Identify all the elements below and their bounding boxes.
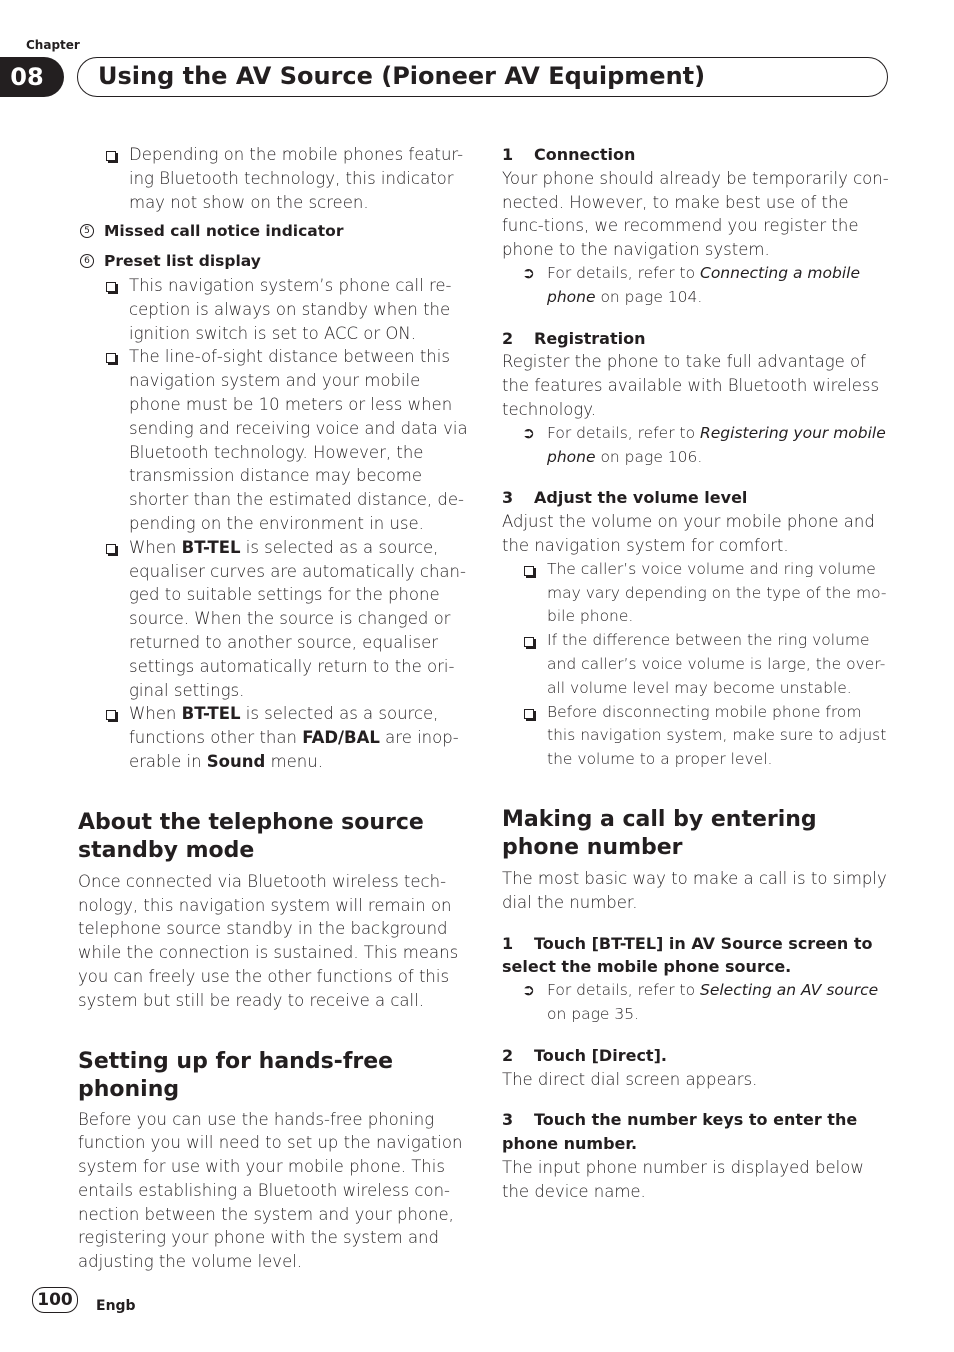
left-column bbox=[78, 143, 470, 1274]
checkbox-bullet-icon bbox=[106, 544, 116, 554]
note-item bbox=[502, 701, 894, 772]
step-heading: 3 Touch the number keys to enter the phone number. bbox=[502, 1110, 858, 1154]
step-text: Adjust the volume on your mobile phone and the navigation system for comfort. bbox=[502, 512, 875, 555]
section-heading-standby: About the telephone source standby mode bbox=[78, 809, 424, 863]
standby-paragraph: Once connected via Bluetooth wireless tech-nology, this navigation system will remain on telephone source standby in the background while the connection is sustained. This means you can freely use the other functions of this system but still be ready to receive a call. bbox=[78, 871, 459, 1010]
note-item bbox=[78, 536, 470, 703]
note-text: The line-of-sight distance between this navigation system and your mobile phone must be 10 meters or less when sending and receiving voice and data via Bluetooth technology. However, the transmission distance may become shorter than the estimated distance, de-pending on the environment in use. bbox=[129, 347, 468, 533]
step-heading: 1 Connection bbox=[502, 145, 636, 164]
checkbox-bullet-icon bbox=[106, 282, 116, 292]
note-item bbox=[78, 274, 470, 345]
section-heading-making-call: Making a call by entering phone number bbox=[502, 806, 817, 860]
step-text: The direct dial screen appears. bbox=[502, 1069, 758, 1089]
reference-link[interactable]: Connecting a mobile phone bbox=[547, 263, 860, 306]
step-text: Your phone should already be temporarily con-nected. However, to make best use of the func-tions, we recommend you register the phone to the navigation system. bbox=[502, 168, 889, 260]
legend-label: Missed call notice indicator bbox=[104, 222, 344, 241]
section-heading-handsfree: Setting up for hands-free phoning bbox=[78, 1048, 394, 1102]
step-heading: 3 Adjust the volume level bbox=[502, 488, 748, 508]
note-text: If the difference between the ring volume and caller’s voice volume is large, the over-all volume level may become unstable. bbox=[547, 631, 886, 697]
language-code: Engb bbox=[96, 1298, 136, 1314]
legend-item-6 bbox=[78, 250, 470, 274]
note-text: The caller’s voice volume and ring volume may vary depending on the type of the mo-bile phone. bbox=[547, 559, 887, 626]
note-text: When BT-TEL is selected as a source, functions other than FAD/BAL are inop-erable in Sound menu. bbox=[129, 704, 459, 771]
checkbox-bullet-icon bbox=[106, 151, 116, 161]
checkbox-bullet-icon bbox=[524, 709, 534, 719]
call-intro: The most basic way to make a call is to simply dial the number. bbox=[502, 868, 887, 912]
step-text: Register the phone to take full advantage of the features available with Bluetooth wireless technology. bbox=[502, 352, 880, 419]
step-heading: 2 Registration bbox=[502, 328, 646, 348]
note-item bbox=[78, 702, 470, 773]
legend-item-5 bbox=[78, 220, 470, 244]
checkbox-bullet-icon bbox=[524, 637, 534, 647]
legend-label: Preset list display bbox=[104, 252, 261, 271]
note-text: When BT-TEL is selected as a source, equaliser curves are automatically chan-ged to suitable settings for the phone source. When the source is changed or returned to another source, equaliser settings automatically return to the ori-ginal settings. bbox=[129, 537, 466, 700]
note-text: This navigation system’s phone call re-ception is always on standby when the ignition switch is set to ACC or ON. bbox=[129, 275, 452, 343]
circled-number: 6 bbox=[80, 254, 94, 268]
cross-reference: ➲ For details, refer to Selecting an AV source on page 35. bbox=[522, 981, 879, 1023]
arrow-icon: ➲ bbox=[522, 263, 535, 282]
checkbox-bullet-icon bbox=[106, 710, 116, 720]
checkbox-bullet-icon bbox=[106, 353, 116, 363]
note-text: Depending on the mobile phones featur-ing Bluetooth technology, this indicator may not show on the screen. bbox=[129, 145, 464, 212]
chapter-label: Chapter bbox=[26, 38, 80, 52]
cross-reference: ➲ For details, refer to Registering your mobile phone on page 106. bbox=[522, 423, 886, 466]
reference-link[interactable]: Registering your mobile phone bbox=[547, 423, 886, 466]
step-heading: 2 Touch [Direct]. bbox=[502, 1045, 667, 1065]
note-item bbox=[78, 143, 470, 214]
note-item bbox=[78, 345, 470, 535]
circled-number: 5 bbox=[80, 224, 94, 238]
note-item bbox=[502, 629, 894, 700]
right-column bbox=[502, 143, 894, 1203]
note-text: Before disconnecting mobile phone from this navigation system, make sure to adjust the volume to a proper level. bbox=[547, 702, 887, 769]
cross-reference: ➲ For details, refer to Connecting a mobile phone on page 104. bbox=[522, 263, 860, 306]
checkbox-bullet-icon bbox=[524, 566, 534, 576]
arrow-icon: ➲ bbox=[522, 981, 535, 1000]
step-heading: 1 Touch [BT-TEL] in AV Source screen to select the mobile phone source. bbox=[502, 933, 873, 977]
handsfree-paragraph: Before you can use the hands-free phoning function you will need to set up the navigation system for use with your mobile phone. This entails establishing a Bluetooth wireless con-nection between the system and your phone, registering your phone with the system and adjusting the volume level. bbox=[78, 1109, 463, 1272]
chapter-number-tab: 08 bbox=[0, 57, 64, 97]
step-text: The input phone number is displayed below the device name. bbox=[502, 1157, 864, 1201]
arrow-icon: ➲ bbox=[522, 423, 535, 442]
page-number: 100 bbox=[32, 1287, 78, 1313]
reference-link[interactable]: Selecting an AV source bbox=[700, 981, 879, 1000]
page-title: Using the AV Source (Pioneer AV Equipment) bbox=[98, 62, 706, 90]
note-item bbox=[502, 558, 894, 629]
